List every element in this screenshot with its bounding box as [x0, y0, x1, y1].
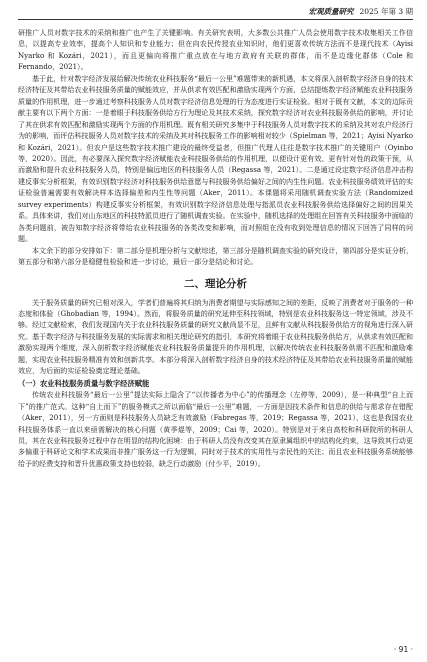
paragraph: 研推广人员对数字技术的采纳和推广也产生了关键影响。有关研究表明，大多数公共推广人员会使用数字技术收集相关工作信息，以提高专业效率，提高个人知识和专业能力；但在向农民传授农业知识时，他们更喜欢传统方法而不是现代技术（Ayisi Nyarko 和 Kozári，2021），而且更偏向将推广重点放在与地方政府有关联的群体，而不是边缘化群体（Cole 和 Fernando，2021）。	[18, 28, 413, 72]
issue-label: 2025 年第 3 期	[359, 7, 413, 16]
paragraph: 本文余下的部分安排如下：第二部分是机理分析与文献综述，第三部分是随机调查实验的研究设计，第四部分是实证分析，第五部分和第六部分是稳健性检验和进一步讨论，最后一部分是结论和讨论。	[18, 245, 413, 267]
running-header	[18, 6, 413, 20]
paragraph: 传统农业科技服务“最后一公里”提法实际上隐含了“以传播者为中心”的传播理念（左停等，2009），是一种典型“自上而下”的推广范式。这种“自上而下”的服务模式之所以面临“最后一公里”难题，一方面是因技术条件和信息的供给与需求存在错配（Aker，2011），另一方面则是科技服务人员缺乏有效激励（Fabregas 等，2019；Regassa 等，2021），这也是我国农业科技服务体系一直以来亟需解决的核心问题（黄季焜等，2009；Cai 等，2020）。特别是对于来自高校和科研院所的科研人员，其在农业科技服务过程中存在明显的结构化困境：由于科研人员没有改变其在原隶属组织中的结构化约束，这导致其行动更多偏重于科研论文和学术成果而非推广服务这一行为逻辑，同时对于技术的实用性与亲民性的关注；而且农业科技服务系统能够给予的经费支持和晋升优惠政策支持也较弱，缺乏行动激励（付少平，2019）。	[18, 390, 413, 468]
page-number: · 91 ·	[393, 645, 413, 654]
section-title: 二、理论分析	[184, 277, 247, 290]
paragraph: 关于服务质量的研究已相对深入，学者们普遍将其归纳为消费者期望与实际感知之间的差距，反映了消费者对于服务的一种态度和体验（Ghobadian 等，1994）。然而，将服务质量的研究延伸至科技领域，特别是农业科技服务这一特定领域，涉及不够。经过文献检索，我们发现国内关于农业科技服务质量的研究文献尚显不足，且鲜有文献从科技服务供给方的视角进行深入研究。基于数字经济与科技服务发展的实际需求和相关理论研究的指引，本研究将着眼于农业科技服务供给方，从供求有效匹配和激励实现两个维度，深入剖析数字经济赋能农业科技服务质量提升的作用机理，以解决传统农业科技服务供需不匹配和激励难题，实现农业科技服务精准有效和创新共享。本部分将深入剖析数字经济自身的技术经济特征及其带给农业科技服务质量的赋能效应，为后面的实证检验奠定理论基础。	[18, 297, 413, 376]
paragraph: 基于此，针对数字经济发展给解决传统农业科技服务“最后一公里”难题带来的新机遇，本文将深入剖析数字经济自身的技术经济特征及其带给农业科技服务质量的赋能效应，并从供求有效匹配和激励实现两个方面，总结提炼数字经济赋能农业科技服务质量的作用机理，进一步通过考察科技服务人员对数字经济信息处理的行为态度进行实证检验。相对于既有文献，本文的边际贡献主要有以下两个方面：一是着眼于科技服务供给方行为理论及其技术采纳，探究数字经济对农业科技服务供给的影响，并讨论了其在供求有效匹配和激励实现两个方面的作用机理。既有相关研究多集中于科技服务人员对数字技术的采纳及其对农户经济行为的影响，而评估科技服务人员对数字技术的采纳及其对科技服务工作的影响相对较少（Spielman 等，2021；Ayisi Nyarko 和 Kozári，2021）。但农户是这些数字技术推广建设的最终受益者，但推广代理人往往是数字技术推广的关键用户（Oyinbo 等，2020）。因此，有必要深入探究数字经济赋能农业科技服务供给的作用机理，以便设计更有效、更有针对性的政策干预，从而激励和提升农业科技服务人员，特别是偏远地区的科技服务人员（Regassa 等，2021）。二是通过设定数字经济信息冲击构建反事实分析框架，有效识别数字经济对科技服务供给意愿与科技服务供给偏好之间的内生性问题。农业科技服务绩效评估的实证检验普遍需要有效解决样本选择偏差和内生性等问题（Aker，2011）。本课题将采用随机调查实验方法（Randomized survey experiments）构建反事实分析框架，有效识别数字经济信息处理与指派员农业科技服务供给选择偏好之间的因果关系。具体来讲，我们对山东地区的科技特派员进行了随机调查实验。在实验中，随机选择的处理组在回答有关科技服务中面临的各类问题前，被告知数字经济将带给农业科技服务的各类改变和影响，而对照组在没有收到处理信息的情况下回答了同样的问题。	[18, 73, 413, 244]
body-text	[18, 27, 413, 469]
subsection-title: （一）农业科技服务质量与数字经济赋能	[18, 378, 150, 388]
journal-name: 宏观质量研究	[308, 7, 354, 16]
